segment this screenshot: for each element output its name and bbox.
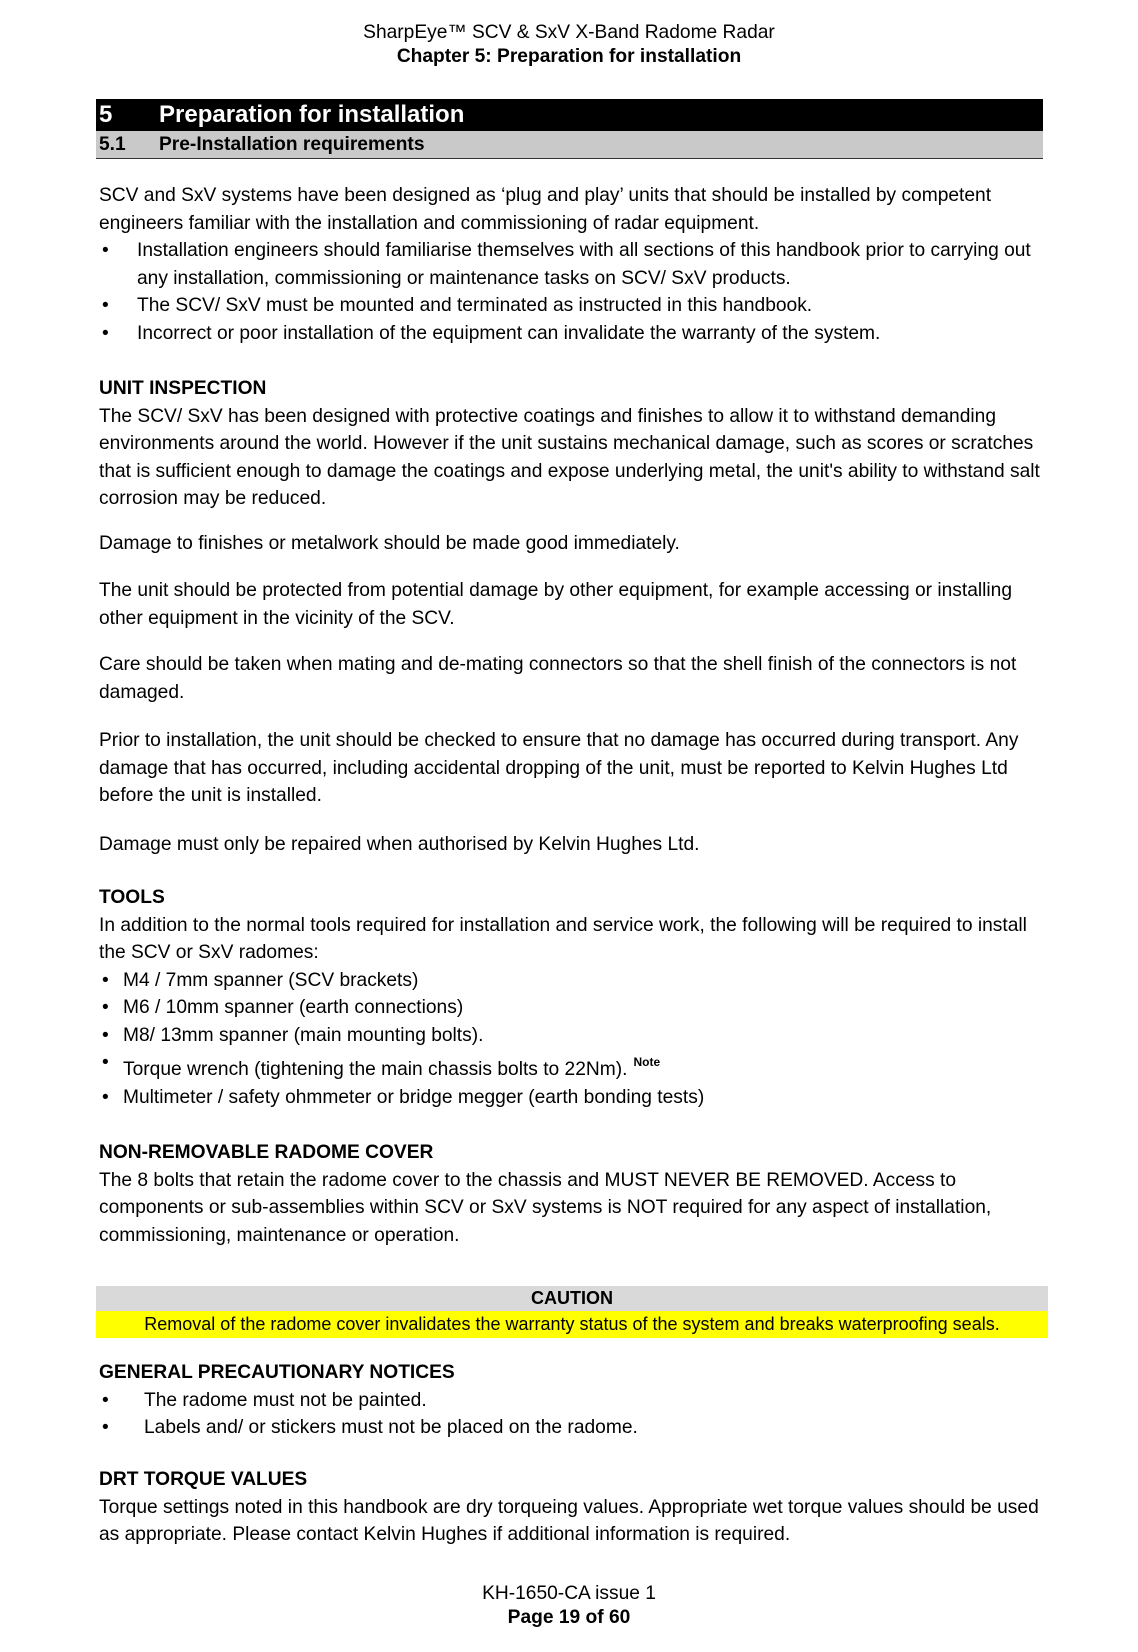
paragraph: The SCV/ SxV has been designed with protective coatings and finishes to allow it to withstand demanding environments around the world. However if the unit sustains mechanical damage, such as scores or scratches that is sufficient enough to damage the coatings and expose underlying metal, the unit's ability to withstand salt corrosion may be reduced. <box>99 405 1040 509</box>
unit-inspection-block <box>99 375 1044 513</box>
note-reference[interactable]: Note <box>633 1055 661 1069</box>
list-item: • Installation engineers should familiarise themselves with all sections of this handbook prior to carrying out any installation, commissioning or maintenance tasks on SCV/ SxV products. <box>99 237 1044 292</box>
section-number: 5 <box>99 101 113 128</box>
paragraph: The unit should be protected from potential damage by other equipment, for example accessing or installing other equipment in the vicinity of the SCV. <box>99 580 1012 629</box>
chapter-title: Chapter 5: Preparation for installation <box>396 46 742 67</box>
tools-paragraph: In addition to the normal tools required for installation and service work, the following will be required to install the SCV or SxV radomes: <box>99 914 1027 963</box>
list-item: • Labels and/ or stickers must not be placed on the radome. <box>99 1414 1044 1442</box>
section-title: Preparation for installation <box>159 101 465 128</box>
list-item: • M6 / 10mm spanner (earth connections) <box>99 994 1044 1022</box>
torque-wrench-text: Torque wrench (tightening the main chassis bolts to 22Nm). <box>123 1059 628 1080</box>
paragraph: Damage to finishes or metalwork should be made good immediately. <box>99 533 680 554</box>
subsection-heading <box>96 131 1043 159</box>
caution-text: Removal of the radome cover invalidates the warranty status of the system and breaks waterproofing seals. <box>96 1311 1048 1338</box>
intro-block <box>99 182 1044 347</box>
list-item <box>99 1049 1044 1084</box>
page-header <box>0 21 1138 69</box>
list-item: • The SCV/ SxV must be mounted and terminated as instructed in this handbook. <box>99 292 1044 320</box>
document-title: SharpEye™ SCV & SxV X-Band Radome Radar <box>363 22 775 43</box>
subsection-title: Pre-Installation requirements <box>159 134 425 155</box>
intro-bullet-list <box>99 237 1044 347</box>
tools-block <box>99 884 1044 1111</box>
caution-box <box>96 1286 1048 1338</box>
list-item: • Multimeter / safety ohmmeter or bridge megger (earth bonding tests) <box>99 1084 1044 1112</box>
document-id: KH-1650-CA issue 1 <box>482 1583 656 1604</box>
list-item: • M4 / 7mm spanner (SCV brackets) <box>99 967 1044 995</box>
torque-block <box>99 1466 1044 1549</box>
radome-cover-paragraph: The 8 bolts that retain the radome cover to the chassis and MUST NEVER BE REMOVED. Access to components or sub-assemblies within SCV or SxV systems is NOT required for any aspect of installation, commissioning, maintenance or operation. <box>99 1169 992 1246</box>
list-item: • Incorrect or poor installation of the equipment can invalidate the warranty of the system. <box>99 320 1044 348</box>
torque-paragraph: Torque settings noted in this handbook are dry torqueing values. Appropriate wet torque values should be used as appropriate. Please contact Kelvin Hughes if additional information is required. <box>99 1496 1039 1545</box>
paragraph: Damage must only be repaired when authorised by Kelvin Hughes Ltd. <box>99 834 700 855</box>
intro-paragraph: SCV and SxV systems have been designed as ‘plug and play’ units that should be installed by competent engineers familiar with the installation and commissioning of radar equipment. <box>99 185 992 234</box>
radome-cover-block <box>99 1139 1044 1249</box>
precautions-bullet-list <box>99 1387 1044 1442</box>
section-heading <box>96 99 1043 131</box>
page-footer <box>0 1582 1138 1630</box>
torque-heading: DRT TORQUE VALUES <box>99 1469 308 1490</box>
tools-heading: TOOLS <box>99 887 165 908</box>
precautions-heading: GENERAL PRECAUTIONARY NOTICES <box>99 1362 455 1383</box>
tools-bullet-list <box>99 967 1044 1112</box>
list-item: • The radome must not be painted. <box>99 1387 1044 1415</box>
page-number: Page 19 of 60 <box>507 1607 631 1628</box>
paragraph: Care should be taken when mating and de-mating connectors so that the shell finish of the connectors is not damaged. <box>99 654 1017 703</box>
subsection-number: 5.1 <box>99 134 126 155</box>
radome-cover-heading: NON-REMOVABLE RADOME COVER <box>99 1142 434 1163</box>
list-item: • M8/ 13mm spanner (main mounting bolts). <box>99 1022 1044 1050</box>
caution-title: CAUTION <box>96 1286 1048 1311</box>
paragraph: Prior to installation, the unit should be checked to ensure that no damage has occurred during transport. Any damage that has occurred, including accidental dropping of the unit, must be reported to Kelvin Hughes Ltd before the unit is installed. <box>99 730 1019 806</box>
precautions-block <box>99 1359 1044 1442</box>
unit-inspection-heading: UNIT INSPECTION <box>99 378 267 399</box>
